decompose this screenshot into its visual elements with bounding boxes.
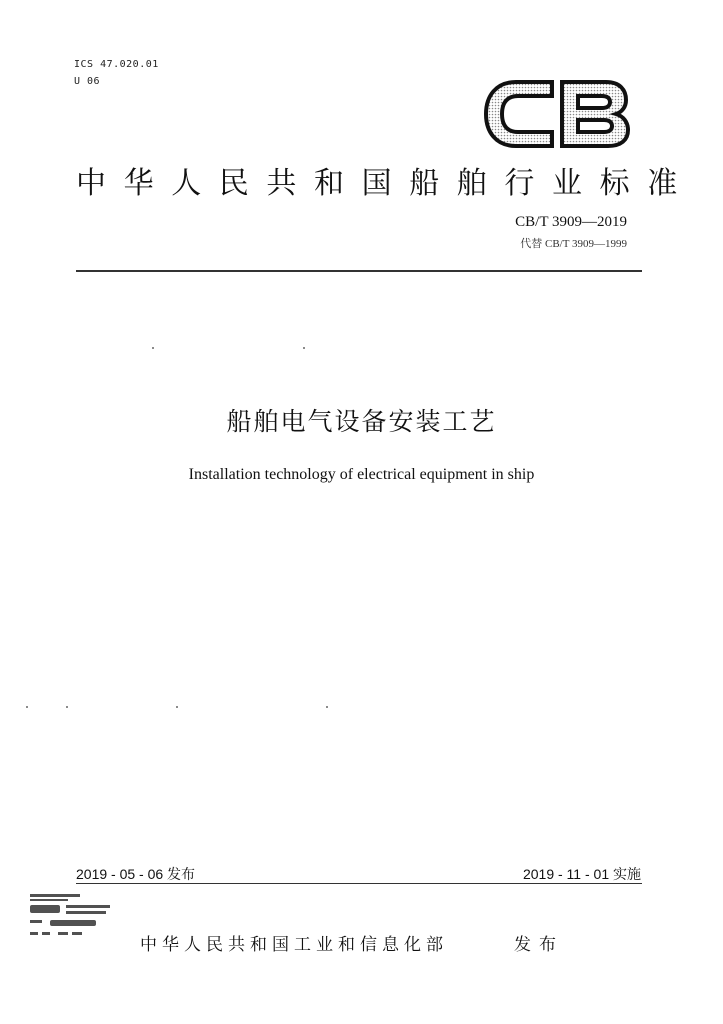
- issue-date: 2019 - 05 - 06 发布: [76, 866, 196, 882]
- scan-speck: [66, 706, 68, 708]
- document-title-chinese: 船舶电气设备安装工艺: [226, 407, 497, 436]
- effective-date: 2019 - 11 - 01 实施: [522, 866, 641, 882]
- publisher-seal-stamp: [28, 892, 128, 952]
- standard-code: CB/T 3909—2019: [515, 214, 627, 230]
- cb-logo: [482, 74, 632, 154]
- scan-speck: [303, 347, 305, 349]
- publisher-name: 中华人民共和国工业和信息化部: [140, 935, 448, 955]
- header-rule: [76, 270, 642, 272]
- ics-code: ICS 47.020.01: [74, 59, 159, 70]
- standard-code-block: [515, 214, 627, 251]
- scan-speck: [176, 706, 178, 708]
- scan-speck: [26, 706, 28, 708]
- document-title-english: Installation technology of electrical equipment in ship: [188, 466, 535, 483]
- footer-rule: [76, 883, 642, 884]
- classification-codes: [74, 56, 159, 90]
- ccs-code: U 06: [74, 76, 101, 87]
- publish-label: 发布: [514, 935, 564, 955]
- logo-text: CB: [482, 74, 484, 75]
- replaces-code: 代替 CB/T 3909—1999: [520, 238, 627, 250]
- seal-text: CBITEC: [28, 892, 32, 893]
- standard-type-title: 中华人民共和国船舶行业标准: [76, 166, 695, 201]
- scan-speck: [326, 706, 328, 708]
- scan-speck: [152, 347, 154, 349]
